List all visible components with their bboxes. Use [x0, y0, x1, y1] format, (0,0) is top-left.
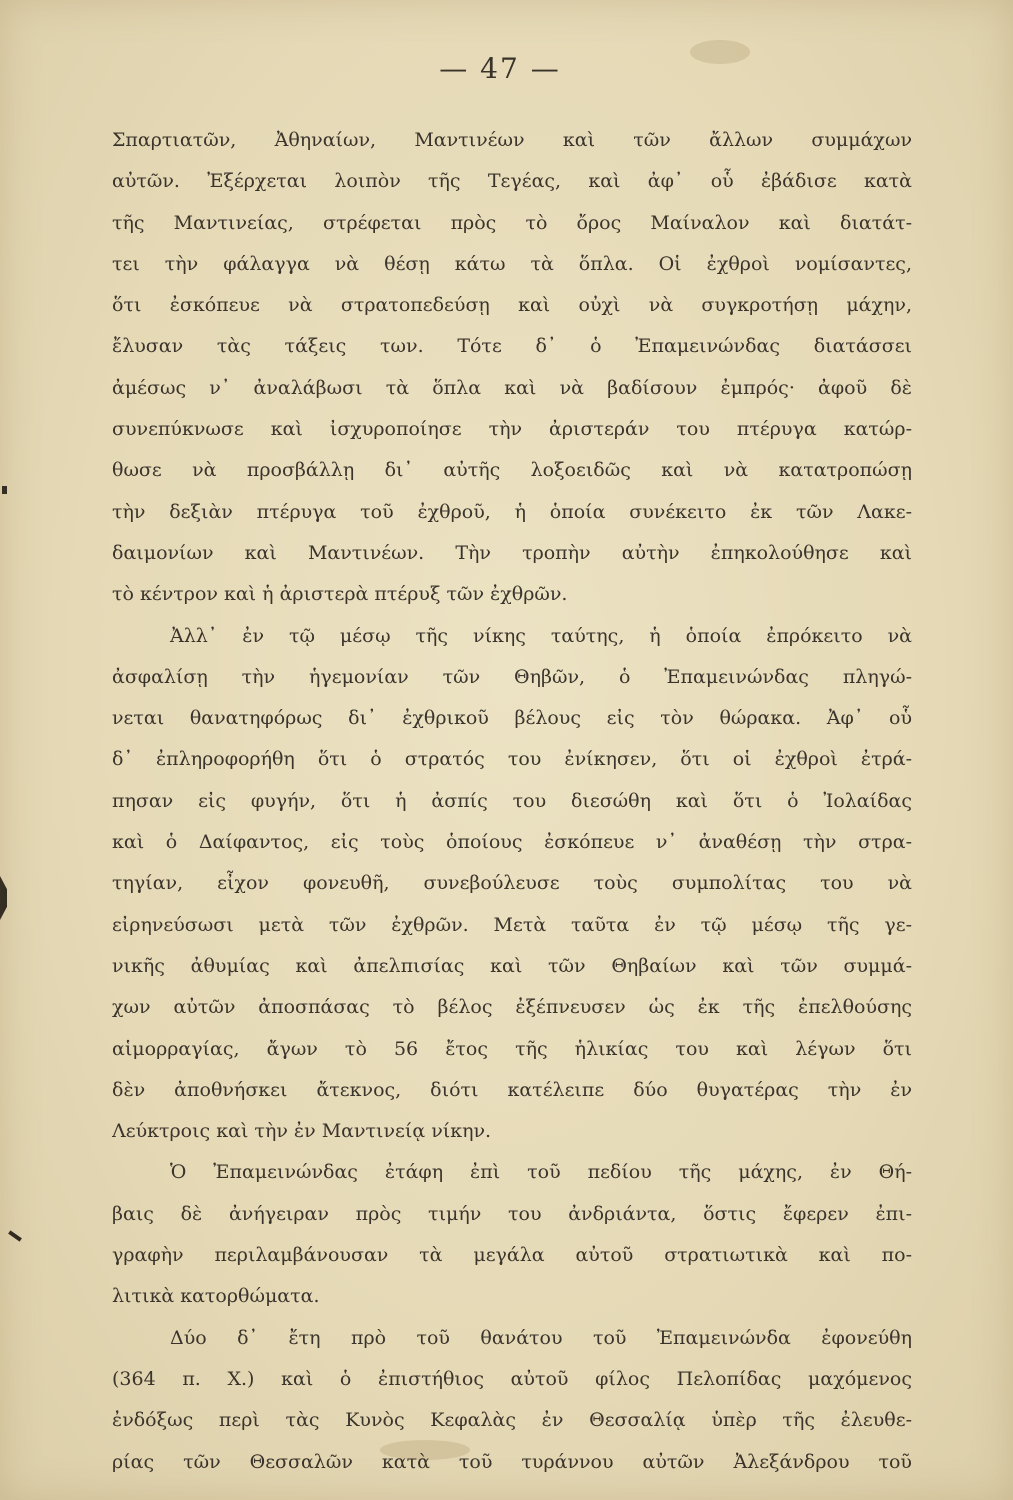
text-line: τηγίαν, εἶχον φονευθῆ, συνεβούλευσε τοὺς συμπολίτας του νὰ: [112, 872, 912, 895]
text-line: τῆς Μαντινείας, στρέφεται πρὸς τὸ ὄρος Μαίναλον καὶ διατάτ-: [112, 211, 912, 234]
text-line: βαις δὲ ἀνήγειραν πρὸς τιμήν του ἀνδριάντα, ὅστις ἔφερεν ἐπι-: [112, 1202, 912, 1225]
text-line: (364 π. Χ.) καὶ ὁ ἐπιστήθιος αὐτοῦ φίλος Πελοπίδας μαχόμενος: [112, 1367, 912, 1390]
text-line: τὴν δεξιὰν πτέρυγα τοῦ ἐχθροῦ, ἡ ὁποία συνέκειτο ἐκ τῶν Λακε-: [112, 500, 912, 523]
text-line: γραφὴν περιλαμβάνουσαν τὰ μεγάλα αὐτοῦ στρατιωτικὰ καὶ πο-: [112, 1244, 912, 1267]
margin-mark: [2, 486, 7, 494]
text-line: αἱμορραγίας, ἄγων τὸ 56 ἔτος τῆς ἡλικίας του καὶ λέγων ὅτι: [112, 1037, 912, 1060]
text-line: ἀμέσως ν᾽ ἀναλάβωσι τὰ ὅπλα καὶ νὰ βαδίσουν ἐμπρός· ἀφοῦ δὲ: [112, 376, 912, 399]
text-line: Λεύκτροις καὶ τὴν ἐν Μαντινείᾳ νίκην.: [112, 1120, 492, 1143]
text-line: δὲν ἀποθνήσκει ἄτεκνος, διότι κατέλειπε δύο θυγατέρας τὴν ἐν: [112, 1078, 912, 1101]
text-line: δ᾽ ἐπληροφορήθη ὅτι ὁ στρατός του ἐνίκησεν, ὅτι οἱ ἐχθροὶ ἐτρά-: [112, 748, 912, 771]
text-line: Ἀλλ᾽ ἐν τῷ μέσῳ τῆς νίκης ταύτης, ἡ ὁποία ἐπρόκειτο νὰ: [170, 624, 912, 647]
text-line: θωσε νὰ προσβάλλῃ δι᾽ αὐτῆς λοξοειδῶς καὶ νὰ κατατροπώσῃ: [112, 459, 912, 482]
margin-mark: [0, 876, 7, 920]
text-line: τὸ κέντρον καὶ ἡ ἀριστερὰ πτέρυξ τῶν ἐχθρῶν.: [112, 583, 568, 606]
text-line: ἔλυσαν τὰς τάξεις των. Τότε δ᾽ ὁ Ἐπαμεινώνδας διατάσσει: [112, 335, 912, 358]
text-line: λιτικὰ κατορθώματα.: [112, 1285, 320, 1308]
text-line: νεται θανατηφόρως δι᾽ ἐχθρικοῦ βέλους εἰς τὸν θώρακα. Ἀφ᾽ οὗ: [112, 707, 912, 730]
text-line: νικῆς ἀθυμίας καὶ ἀπελπισίας καὶ τῶν Θηβαίων καὶ τῶν συμμά-: [112, 954, 912, 977]
margin-mark: [8, 1230, 22, 1241]
text-line: χων αὐτῶν ἀποσπάσας τὸ βέλος ἐξέπνευσεν ὡς ἐκ τῆς ἐπελθούσης: [112, 996, 912, 1019]
text-line: Σπαρτιατῶν, Ἀθηναίων, Μαντινέων καὶ τῶν ἄλλων συμμάχων: [112, 129, 912, 151]
text-line: συνεπύκνωσε καὶ ἰσχυροποίησε τὴν ἀριστεράν του πτέρυγα κατώρ-: [112, 418, 912, 441]
text-line: Ὁ Ἐπαμεινώνδας ἐτάφη ἐπὶ τοῦ πεδίου τῆς μάχης, ἐν Θή-: [170, 1161, 912, 1184]
text-line: Δύο δ᾽ ἔτη πρὸ τοῦ θανάτου τοῦ Ἐπαμεινώνδα ἐφονεύθη: [170, 1326, 912, 1349]
text-line: εἰρηνεύσωσι μετὰ τῶν ἐχθρῶν. Μετὰ ταῦτα ἐν τῷ μέσῳ τῆς γε-: [112, 913, 912, 936]
text-line: καὶ ὁ Δαίφαντος, εἰς τοὺς ὁποίους ἐσκόπευε ν᾽ ἀναθέσῃ τὴν στρα-: [112, 831, 912, 854]
text-line: τει τὴν φάλαγγα νὰ θέσῃ κάτω τὰ ὅπλα. Οἱ ἐχθροὶ νομίσαντες,: [112, 252, 912, 275]
body-text: [112, 120, 912, 1483]
text-line: δαιμονίων καὶ Μαντινέων. Τὴν τροπὴν αὐτὴν ἐπηκολούθησε καὶ: [112, 541, 912, 564]
text-line: ἀσφαλίσῃ τὴν ἡγεμονίαν τῶν Θηβῶν, ὁ Ἐπαμεινώνδας πληγώ-: [112, 665, 912, 688]
text-line: ρίας τῶν Θεσσαλῶν κατὰ τοῦ τυράννου αὐτῶν Ἀλεξάνδρου τοῦ: [112, 1450, 912, 1473]
text-line: πησαν εἰς φυγήν, ὅτι ἡ ἀσπίς του διεσώθη καὶ ὅτι ὁ Ἰολαίδας: [112, 789, 912, 812]
page-number: — 47 —: [439, 52, 561, 85]
text-line: αὐτῶν. Ἐξέρχεται λοιπὸν τῆς Τεγέας, καὶ ἀφ᾽ οὗ ἐβάδισε κατὰ: [112, 170, 912, 193]
text-line: ὅτι ἐσκόπευε νὰ στρατοπεδεύσῃ καὶ οὐχὶ νὰ συγκροτήσῃ μάχην,: [112, 294, 912, 317]
text-line: ἐνδόξως περὶ τὰς Κυνὸς Κεφαλὰς ἐν Θεσσαλίᾳ ὑπὲρ τῆς ἐλευθε-: [112, 1409, 912, 1432]
